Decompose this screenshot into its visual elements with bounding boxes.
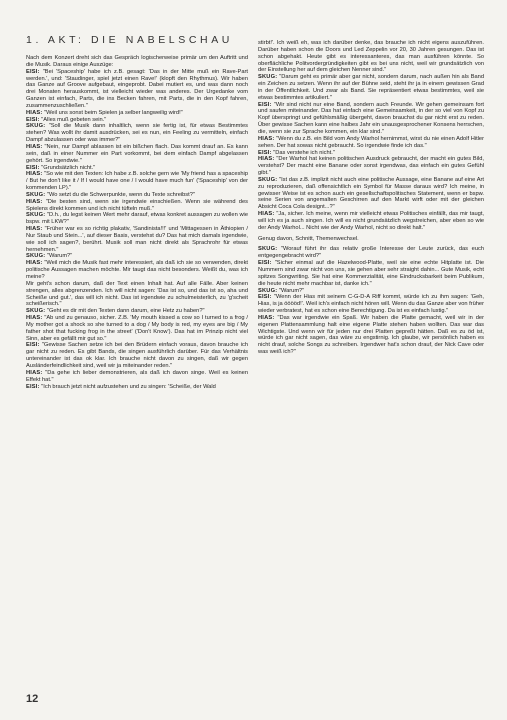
section-heading: 1. AKT: DIE NABELSCHAU	[26, 34, 233, 46]
interview-paragraph	[26, 144, 248, 165]
paragraph-text: "Weil uns sonst beim Spielen ja selber langweilig wird!"	[44, 109, 183, 116]
interview-paragraph	[258, 211, 484, 232]
interview-paragraph	[26, 192, 248, 199]
paragraph-text: stirbt!'. Ich weiß eh, was ich darüber denke, das brauche ich nicht eigens auszuführen. Darüber haben schon die Doors und Led Zeppelin vor 20, 30 Jahren gesungen. Das ist schon abgehakt. Heute gibt es interessanteres, das man ausführen könnte. So oberflächliche Politvordergründigkeiten gibt es bei uns nicht, weil wir grundsätzlich von der Einstellung her auf dem gleichen Nenner sind."	[258, 40, 484, 74]
speaker-label: EISI:	[258, 294, 272, 301]
paragraph-text: Genug davon, Schnitt, Themenwechsel.	[258, 235, 359, 242]
page-number: 12	[26, 693, 39, 705]
paragraph-text: "Bei 'Spaceship' habe ich z.B. gesagt: 'Das in der Mitte muß ein Rave-Part werden.', und: 'Staudinger, spiel jetzt einen Rave!' (klopft den Rhythmus). Wir haben das Ganze auf Groove aufgebaut, eingeprobt. Dabei mutiert es, und was dann noch drei Monaten herauskommt, ist vielleicht wieder was anderes. Der Urgedanke vom Ganzen ist einfach, Parts, die ins Becken fahren, mit Parts, die in den Kopf fahren, zusammenzuschließen."	[26, 68, 248, 109]
paragraph-text: "Warum?"	[278, 287, 305, 294]
interview-paragraph	[26, 117, 248, 124]
paragraph-text: "Das war irgendwie ein Spaß. Wir haben die Platte gemacht, weil wir in der eigenen Plattensammlung halt eine eigene Platte stehen haben wollten. Das war das Wichtigste. Und wenn wir für jeden nur drei Platten gepreßt hätten. Daß es zu öd ist, würde ich gar nicht sagen, das wäre zu engstirnig. Ich glaube, wir persönlich haben es nicht drauf, solche Songs zu schreiben. Irgendwer hat's schon drauf, der Nick Cave oder was weiß ich?"	[258, 314, 484, 356]
speaker-label: HIAS:	[258, 135, 275, 142]
speaker-label: SKUG:	[258, 246, 278, 253]
interview-paragraph	[258, 288, 484, 295]
paragraph-text: "Ja, sicher. Ich meine, wenn mir vielleicht etwas Politisches einfällt, das mir taugt, will ich es ja auch singen. Ich will es nicht grundsätzlich wegstreichen, aber eben so wie der Andy Warhol... Nicht wie der Andy Warhol, nicht so direkt halt."	[258, 211, 484, 231]
paragraph-text: "Wo setzt du die Schwerpunkte, wenn du Texte schreibst?"	[46, 191, 195, 198]
paragraph-text: Mir geht's schon darum, daß der Text einen Inhalt hat. Auf alle Fälle. Aber keinen strengen, alles abgrenzenden. Ich will nicht sagen: 'Das ist so, und das ist so, aha und Scheiße und gut.', das will ich nicht. Das ist irgendwie zu schulmeisterlich, zu 'g'scheit scheißerisch."	[26, 280, 248, 308]
interview-paragraph	[258, 150, 484, 157]
paragraph-text: "Ist das z.B. implizit nicht auch eine politische Aussage, eine Banane auf eine Art zu reproduzieren, daß offensichtlich ein Symbol für Masse daraus wird? Ich meine, in gewisser Weise ist es schon auch ein gesellschaftspolitisches Statement, wenn er bspw. seine Serien von angemalten Geschirren auf den Markt wirft oder mit der gleichen Absicht Coca Cola designt...?"	[258, 176, 484, 211]
speaker-label: SKUG:	[26, 191, 46, 198]
paragraph-text: "Weil mich die Musik fast mehr interessiert, als daß ich sie so verwenden, direkt politische Aussagen machen möchte. Mir taugt das nicht besonders. Weißt du, was ich meine?	[26, 260, 248, 280]
paragraph-text: "Ich brauch jetzt nicht aufzustehen und zu singen: 'Scheiße, der Wald	[41, 383, 216, 390]
paragraph-text: "Wenn du z.B. ein Bild vom Andy Warhol hernimmst, wirst du nie einen Adolf Hitler sehen. Der hat sowas nicht gebraucht. So irgendwie finde ich das."	[258, 135, 484, 149]
interview-paragraph	[258, 74, 484, 101]
speaker-label: HIAS:	[26, 109, 43, 116]
speaker-label: SKUG:	[26, 253, 46, 260]
speaker-label: SKUG:	[26, 212, 46, 219]
paragraph-text: "Wenn der Hias mit seinem C-G-D-A Riff kommt, würde ich zu ihm sagen: 'Geh, Hias, is ja ööööd!'. Weil ich's einfach nicht hören will. Wenn du das Ganze aber von früher wieder verbratest, hat es schon eine Berechtigung. Da ist es einfach lustig."	[258, 294, 484, 315]
speaker-label: SKUG:	[258, 176, 278, 183]
paragraph-text: "Wir sind nicht nur eine Band, sondern auch Freunde. Wir gehen gemeinsam fort und saufen miteinander. Das hat einfach eine Gemeinsamkeit, in der so viel von Kopf zu Kopf überspringt und gefühlsmäßig übergeht, davon brauchst du gar nicht erst zu reden. Über gewisse Sachen kann eine halbes Jahr ein unausgesprochener Konsens herrschen, die, wenn sie zur Sprache kommen, ein klar sind."	[258, 101, 484, 135]
speaker-label: HIAS:	[26, 369, 43, 376]
paragraph-text: "Ab und zu genauso, sicher. Z.B. 'My mouth kissed a cow so I turned to a frog / My mother got a shock so she turned to a dog / My body is red, my eyes are big / My father shot that fucking frog in the street' ('Don't Know'). Das hat im Prinzip nicht viel Sinn, aber es gefällt mir gut so."	[26, 315, 248, 342]
interview-paragraph	[26, 55, 248, 69]
speaker-label: EISI:	[258, 260, 272, 267]
left-column	[26, 55, 248, 685]
speaker-label: EISI:	[258, 101, 272, 108]
paragraph-text: "Der Warhol hat keinen politischen Ausdruck gebraucht, der macht ein gutes Bild, verstehst? Der macht eine Banane oder sonst irgendwas, das einfach ein gutes Gefühl gibt."	[258, 156, 484, 177]
speaker-label: EISI:	[26, 164, 40, 171]
speaker-label: HIAS:	[26, 143, 43, 150]
interview-paragraph	[26, 69, 248, 110]
interview-paragraph	[26, 260, 248, 281]
interview-paragraph	[258, 177, 484, 211]
interview-paragraph	[26, 384, 248, 391]
paragraph-text: "Da gehe ich lieber demonstrieren, als daß ich davon singe. Weil es keinen Effekt hat."	[26, 369, 248, 383]
interview-paragraph	[26, 171, 248, 192]
interview-paragraph	[258, 315, 484, 356]
speaker-label: HIAS:	[26, 226, 43, 233]
interview-paragraph	[26, 110, 248, 117]
right-column	[258, 40, 484, 685]
interview-paragraph	[26, 123, 248, 144]
interview-paragraph	[26, 370, 248, 384]
speaker-label: HIAS:	[26, 171, 43, 178]
interview-paragraph	[258, 102, 484, 136]
interview-paragraph	[258, 40, 484, 74]
interview-paragraph	[26, 165, 248, 172]
speaker-label: EISI:	[26, 116, 40, 123]
interview-paragraph	[26, 212, 248, 226]
paragraph-text: "Das verstehe ich nicht."	[273, 149, 335, 156]
paragraph-text: "So wie mit den Texten: Ich habe z.B. solche gern wie 'My friend has a spaceship / But he don't like it / If I would have one / I would have much fun' ('Spaceship' von der kommenden LP)."	[26, 171, 248, 192]
interview-paragraph	[258, 260, 484, 287]
paragraph-text: "Grundsätzlich nicht."	[41, 164, 96, 171]
interview-paragraph	[26, 308, 248, 315]
paragraph-text: "Sicher einmal auf die Hazelwood-Platte, weil sie eine echte Hitplatte ist. Die Nummern sind zwar nicht von uns, sie gehen aber sehr straight dahin... Gute Musik, echt spitzes Songwriting. Sie hat eine Kommerzialität, eine Eindrucksbarkeit beim Publikum, die heute nicht mehr machbar ist, danke ich."	[258, 260, 484, 287]
paragraph-text: "Worauf führt ihr das relativ große Interesse der Leute zurück, das euch entgegengebracht wird?"	[258, 246, 484, 260]
paragraph-text: "Die besten sind, wenn sie irgendwie einschießen. Wenn sie während des Spielens direkt kommen und ich nicht tüfteln muß."	[26, 198, 248, 212]
speaker-label: SKUG:	[26, 308, 46, 315]
paragraph-text: "Geht es dir mit den Texten dann darum, eine Hetz zu haben?"	[46, 308, 205, 315]
interview-paragraph	[258, 246, 484, 260]
interview-paragraph	[258, 236, 484, 243]
speaker-label: HIAS:	[258, 314, 275, 321]
paragraph-text: "Warum?"	[46, 253, 73, 260]
speaker-label: HIAS:	[26, 315, 43, 322]
interview-paragraph	[26, 253, 248, 260]
speaker-label: EISI:	[26, 383, 40, 390]
speaker-label: SKUG:	[258, 74, 278, 81]
interview-paragraph	[26, 199, 248, 213]
paragraph-text: "Darum geht es primär aber gar nicht, sondern darum, nach außen hin als Band ein Zeichen zu setzen. Wenn ihr auf der Bühne seid, steht ihr ja in einem gewissen Grad in der Öffentlichkeit. Und zwar als Band. Sie repräsentiert etwas bestimmtes, weil sie etwas bestimmtes artikuliert."	[258, 74, 484, 101]
paragraph-text: "Alles muß gebeten sein."	[41, 116, 107, 123]
speaker-label: SKUG:	[26, 123, 46, 130]
speaker-label: EISI:	[26, 342, 40, 349]
paragraph-text: "Gewisse Sachen setze ich bei den Brüdern einfach voraus, davon brauche ich gar nicht zu reden. Es gibt Bands, die singen ausführlich darüber. Für das Verhältnis untereinander ist das ok klar. Ich brauche nicht davon zu singen, daß wir gegen Ausländerfeindlichkeit sind, weil wir ja miteinander reden."	[26, 342, 248, 369]
speaker-label: HIAS:	[258, 211, 275, 218]
interview-paragraph	[26, 315, 248, 342]
interview-paragraph	[258, 156, 484, 177]
paragraph-text: Nach dem Konzert dreht sich das Gespräch logischerweise primär um den Auftritt und die Musik. Daraus einige Auszüge:	[26, 55, 248, 68]
speaker-label: EISI:	[258, 149, 272, 156]
interview-paragraph	[258, 294, 484, 315]
paragraph-text: "D.h., du legst keinen Wert mehr darauf, etwas konkret aussagen zu wollen wie bspw. mit LKW?"	[26, 212, 248, 226]
paragraph-text: "Nein, nur Dampf ablassen ist ein bißchen flach. Das kommt drauf an. Es kann sein, daß in einer Nummer ein Part vorkommt, bei dem einfach Dampf abgelassen gehört. So irgendwie."	[26, 143, 248, 164]
speaker-label: EISI:	[26, 68, 40, 75]
speaker-label: HIAS:	[26, 198, 43, 205]
speaker-label: HIAS:	[258, 156, 275, 163]
speaker-label: SKUG:	[258, 287, 278, 294]
interview-paragraph	[26, 281, 248, 308]
interview-paragraph	[258, 136, 484, 150]
interview-paragraph	[26, 226, 248, 253]
paragraph-text: "Früher war es so richtig plakativ, 'Sandinista!!!' und 'Mittagessen in Äthiopien / Nur Staub und Stein...', auf dieser Basis, verstehst du? Das hat mich damals irgendwie, wie soll ich sagen?, berührt. Musik soll man nicht direkt als Sprachrohr für etwas hernehmen."	[26, 226, 248, 253]
speaker-label: HIAS:	[26, 260, 43, 267]
interview-paragraph	[26, 342, 248, 369]
paragraph-text: "Soll die Musik dann inhaltlich, wenn sie fertig ist, für etwas Bestimmtes stehen? Was wollt ihr damit ausdrücken, sei es nun, ein Feeling zu vermitteln, einfach Dampf abzulassen oder was immer?"	[26, 123, 248, 144]
